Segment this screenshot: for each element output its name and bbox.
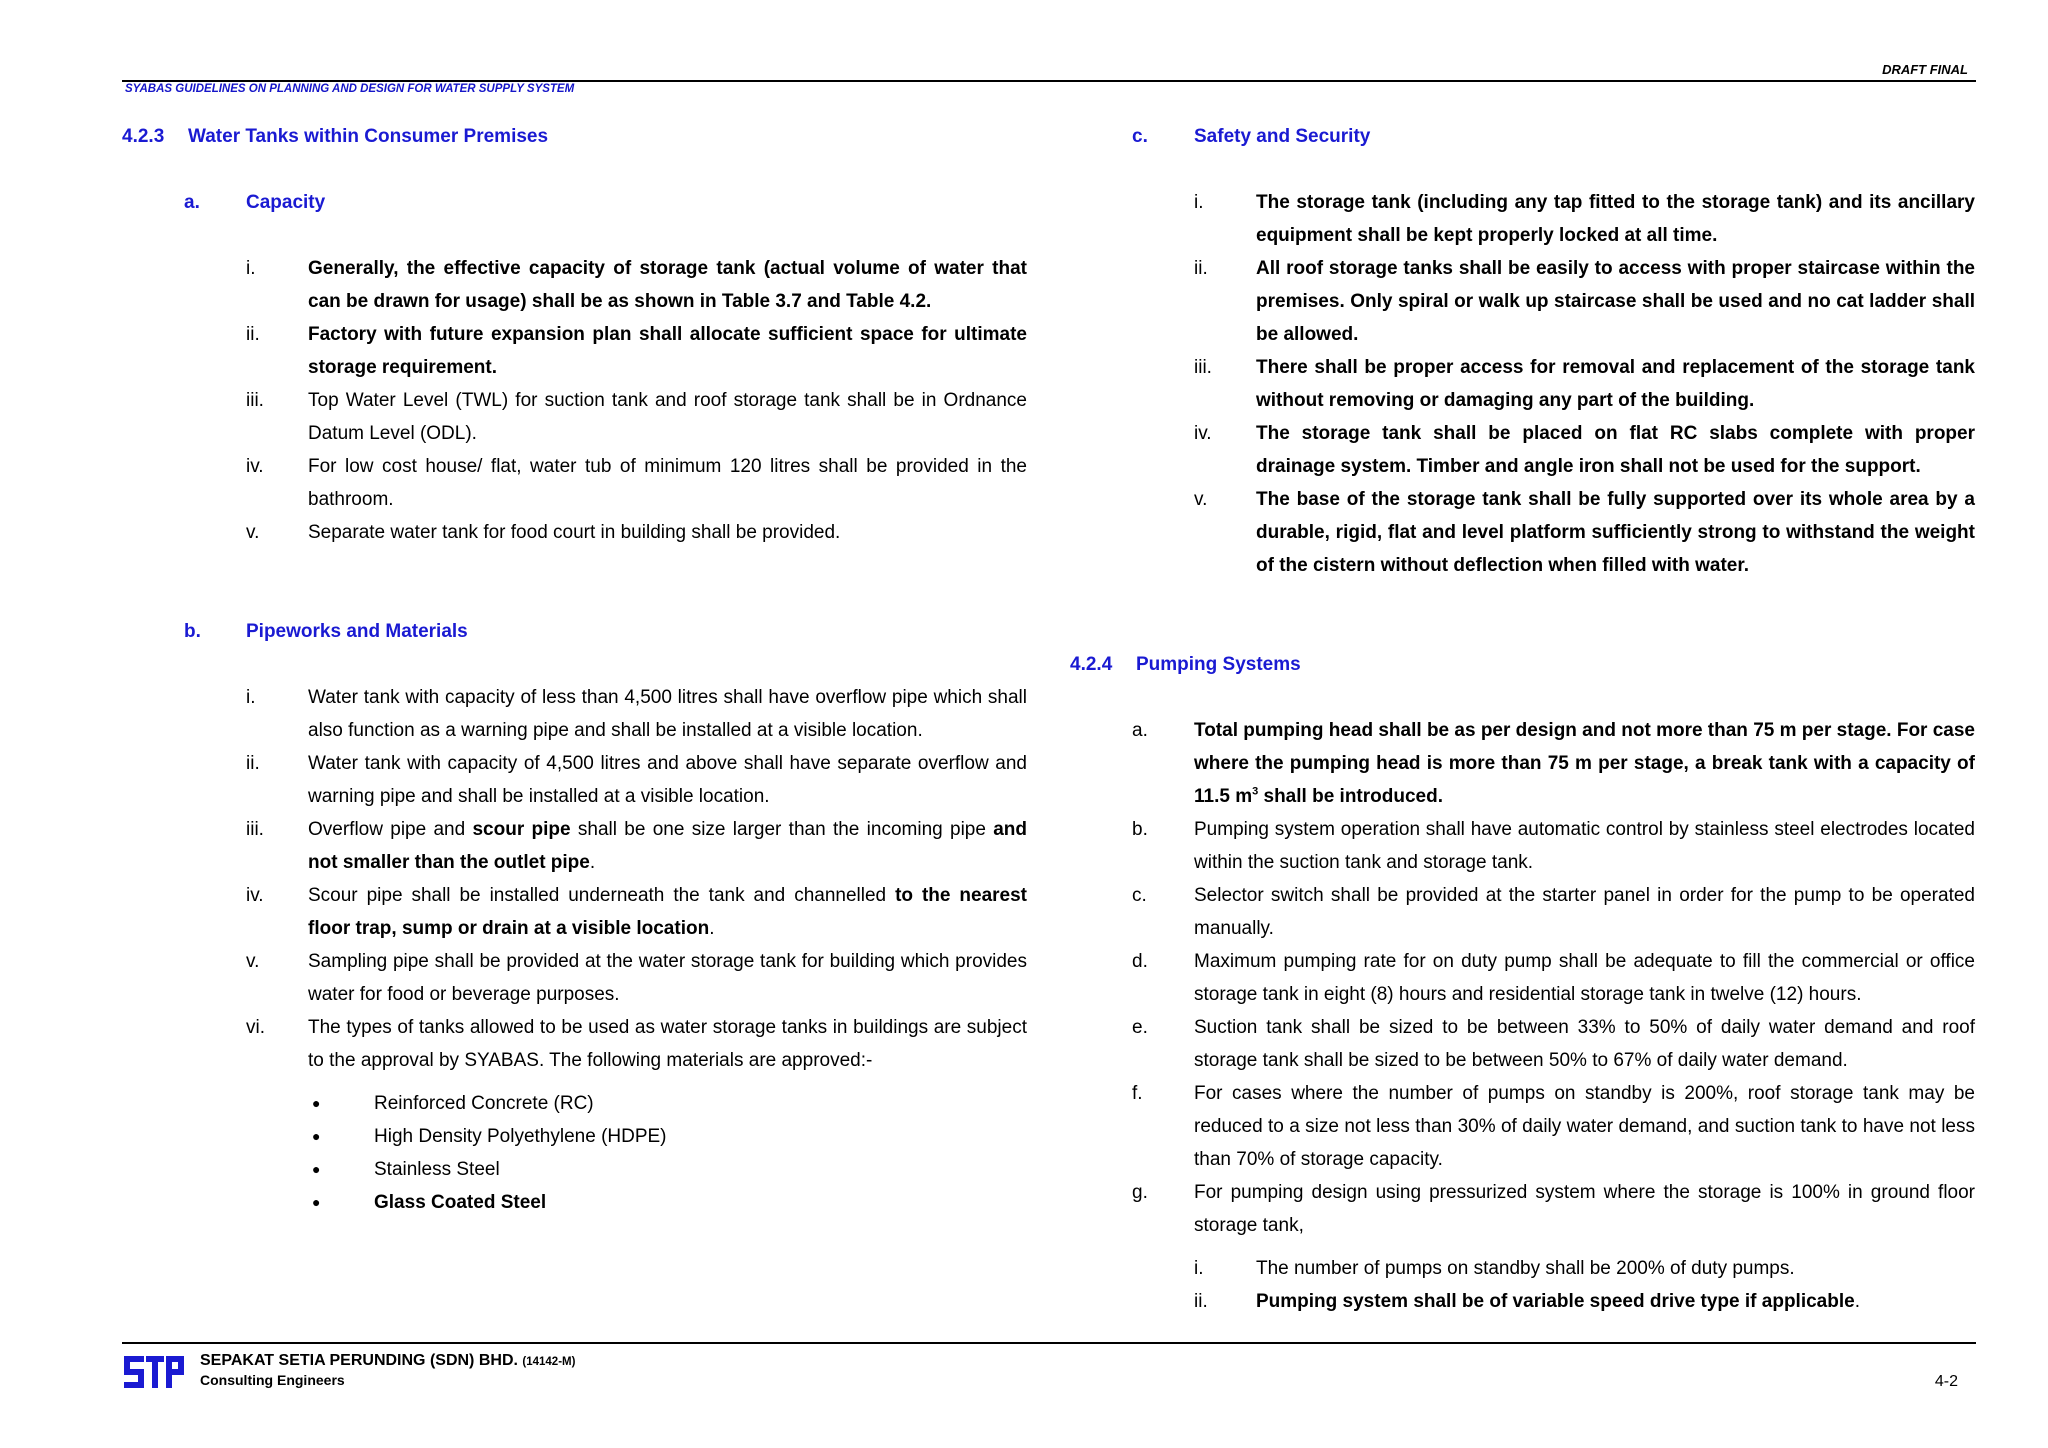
list-number: iii.: [1194, 357, 1212, 378]
list-item: [122, 252, 1027, 318]
section-title: Water Tanks within Consumer Premises: [188, 126, 549, 147]
list-number: ii.: [246, 753, 260, 774]
list-item: [122, 747, 1027, 813]
bullet-text: High Density Polyethylene (HDPE): [374, 1126, 667, 1147]
list-item: [1070, 483, 1975, 582]
subheading-number: b.: [184, 621, 201, 642]
bullet-item: [122, 1153, 1027, 1186]
list-number: d.: [1132, 951, 1148, 972]
list-item: [122, 813, 1027, 879]
list-number: i.: [246, 258, 256, 279]
list-text: Water tank with capacity of 4,500 litres and above shall have separate overflow and warning pipe and shall be installed at a visible location.: [308, 753, 1027, 807]
list-item: [1070, 1011, 1975, 1077]
list-text: The storage tank shall be placed on flat RC slabs complete with proper drainage system. Timber and angle iron shall not be used for the support.: [1256, 423, 1975, 477]
list-number: ii.: [246, 324, 260, 345]
list-number: i.: [246, 687, 256, 708]
list-item: [1070, 1252, 1975, 1285]
subheading-title: Pipeworks and Materials: [246, 621, 468, 642]
list-text: Top Water Level (TWL) for suction tank and roof storage tank shall be in Ordnance Datum Level (ODL).: [308, 390, 1027, 444]
bullet-item: [122, 1120, 1027, 1153]
list-item: [122, 945, 1027, 1011]
page-number: 4-2: [1934, 1373, 1958, 1390]
list-item: [1070, 417, 1975, 483]
bullet-item: [122, 1186, 1027, 1219]
subheading-title: Capacity: [246, 192, 326, 213]
list-number: c.: [1132, 885, 1147, 906]
subheading-number: c.: [1132, 126, 1148, 147]
section-number: 4.2.4: [1070, 654, 1113, 675]
list-number: i.: [1194, 192, 1204, 213]
bullet-dot-icon: ●: [312, 1128, 321, 1144]
list-item: [122, 1011, 1027, 1077]
list-text: For pumping design using pressurized system where the storage is 100% in ground floor storage tank,: [1194, 1182, 1975, 1236]
section-heading-4-2-3: [122, 120, 1027, 153]
list-text: The storage tank (including any tap fitted to the storage tank) and its ancillary equipment shall be kept properly locked at all time.: [1256, 192, 1975, 246]
list-text: Maximum pumping rate for on duty pump shall be adequate to fill the commercial or office storage tank in eight (8) hours and residential storage tank in twelve (12) hours.: [1194, 951, 1975, 1005]
list-number: v.: [1194, 489, 1208, 510]
bullet-item: [122, 1087, 1027, 1120]
list-number: iv.: [246, 456, 264, 477]
list-item: [1070, 945, 1975, 1011]
list-item: [1070, 813, 1975, 879]
list-text: All roof storage tanks shall be easily to access with proper staircase within the premises. Only spiral or walk up staircase shall be used and no cat ladder shall be allowed.: [1256, 258, 1975, 345]
footer-rule: [122, 1342, 1976, 1344]
bullet-dot-icon: ●: [312, 1161, 321, 1177]
list-item: [122, 318, 1027, 384]
list-number: i.: [1194, 1258, 1204, 1279]
list-number: iv.: [246, 885, 264, 906]
list-item: [122, 681, 1027, 747]
footer-company-subtitle: Consulting Engineers: [200, 1372, 345, 1388]
list-number: ii.: [1194, 1291, 1208, 1312]
bullet-text: Stainless Steel: [374, 1159, 500, 1180]
list-number: e.: [1132, 1017, 1148, 1038]
header-draft-label: DRAFT FINAL: [1882, 62, 1968, 77]
list-item: [1070, 1285, 1975, 1318]
list-text: Generally, the effective capacity of storage tank (actual volume of water that can be drawn for usage) shall be as shown in Table 3.7 and Table 4.2.: [308, 258, 1027, 312]
subheading-number: a.: [184, 192, 200, 213]
list-item: [1070, 1077, 1975, 1176]
subheading-title: Safety and Security: [1194, 126, 1371, 147]
list-text: The number of pumps on standby shall be 200% of duty pumps.: [1256, 1258, 1795, 1279]
section-title: Pumping Systems: [1136, 654, 1301, 675]
section-number: 4.2.3: [122, 126, 165, 147]
list-text: For cases where the number of pumps on standby is 200%, roof storage tank may be reduced to a size not less than 30% of daily water demand, and suction tank to have not less than 70% of storage capacity.: [1194, 1083, 1975, 1170]
subheading-pipeworks: [122, 615, 1027, 648]
list-item: [1070, 186, 1975, 252]
list-item: [122, 516, 1027, 549]
bullet-text: Reinforced Concrete (RC): [374, 1093, 594, 1114]
list-text: The base of the storage tank shall be fully supported over its whole area by a durable, rigid, flat and level platform sufficiently strong to withstand the weight of the cistern without deflection when filled with water.: [1256, 489, 1975, 576]
list-text: Overflow pipe and scour pipe shall be one size larger than the incoming pipe and not smaller than the outlet pipe.: [308, 819, 1028, 873]
list-item: [1070, 879, 1975, 945]
list-number: a.: [1132, 720, 1148, 741]
list-text: Scour pipe shall be installed underneath the tank and channelled to the nearest floor trap, sump or drain at a visible location.: [308, 885, 1027, 939]
header-document-title: SYABAS GUIDELINES ON PLANNING AND DESIGN FOR WATER SUPPLY SYSTEM: [125, 83, 575, 95]
list-item: [1070, 252, 1975, 351]
list-item: [1070, 714, 1975, 813]
list-item: [1070, 351, 1975, 417]
list-item: [122, 450, 1027, 516]
list-item: [1070, 1176, 1975, 1242]
left-column: [122, 120, 1027, 1219]
subheading-capacity: [122, 186, 1027, 219]
bullet-dot-icon: ●: [312, 1095, 321, 1111]
list-text: Water tank with capacity of less than 4,500 litres shall have overflow pipe which shall also function as a warning pipe and shall be installed at a visible location.: [308, 687, 1027, 741]
list-text: Sampling pipe shall be provided at the water storage tank for building which provides water for food or beverage purposes.: [308, 951, 1027, 1005]
list-number: f.: [1132, 1083, 1143, 1104]
subheading-safety: [1070, 120, 1975, 153]
list-number: iv.: [1194, 423, 1212, 444]
list-number: iii.: [246, 819, 264, 840]
right-column: [1070, 120, 1975, 1318]
list-text: Selector switch shall be provided at the starter panel in order for the pump to be operated manually.: [1194, 885, 1975, 939]
list-text: There shall be proper access for removal and replacement of the storage tank without removing or damaging any part of the building.: [1256, 357, 1975, 411]
list-item: [122, 384, 1027, 450]
company-logo-icon: [124, 1356, 184, 1388]
list-text: Pumping system operation shall have automatic control by stainless steel electrodes located within the suction tank and storage tank.: [1194, 819, 1975, 873]
list-number: v.: [246, 522, 260, 543]
list-text: Pumping system shall be of variable speed drive type if applicable.: [1256, 1291, 1860, 1312]
list-text: Suction tank shall be sized to be between 33% to 50% of daily water demand and roof storage tank shall be sized to be between 50% to 67% of daily water demand.: [1194, 1017, 1975, 1071]
bullet-text: Glass Coated Steel: [374, 1192, 547, 1213]
list-number: g.: [1132, 1182, 1148, 1203]
list-text: For low cost house/ flat, water tub of minimum 120 litres shall be provided in the bathroom.: [308, 456, 1027, 510]
list-number: ii.: [1194, 258, 1208, 279]
header-rule: [122, 80, 1976, 82]
list-text: Factory with future expansion plan shall allocate sufficient space for ultimate storage requirement.: [308, 324, 1027, 378]
list-number: vi.: [246, 1017, 265, 1038]
list-text: The types of tanks allowed to be used as water storage tanks in buildings are subject to the approval by SYABAS. The following materials are approved:-: [308, 1017, 1027, 1071]
list-number: iii.: [246, 390, 264, 411]
footer-company-name: SEPAKAT SETIA PERUNDING (SDN) BHD. (14142-M): [200, 1352, 576, 1369]
bullet-dot-icon: ●: [312, 1194, 321, 1210]
list-text: Total pumping head shall be as per design and not more than 75 m per stage. For case where the pumping head is more than 75 m per stage, a break tank with a capacity of 11.5 $m^3$ shall be introduced.: [1194, 720, 1975, 807]
list-number: b.: [1132, 819, 1148, 840]
list-item: [122, 879, 1027, 945]
list-text: Separate water tank for food court in building shall be provided.: [308, 522, 841, 543]
section-heading-4-2-4: [1070, 648, 1975, 681]
list-number: v.: [246, 951, 260, 972]
